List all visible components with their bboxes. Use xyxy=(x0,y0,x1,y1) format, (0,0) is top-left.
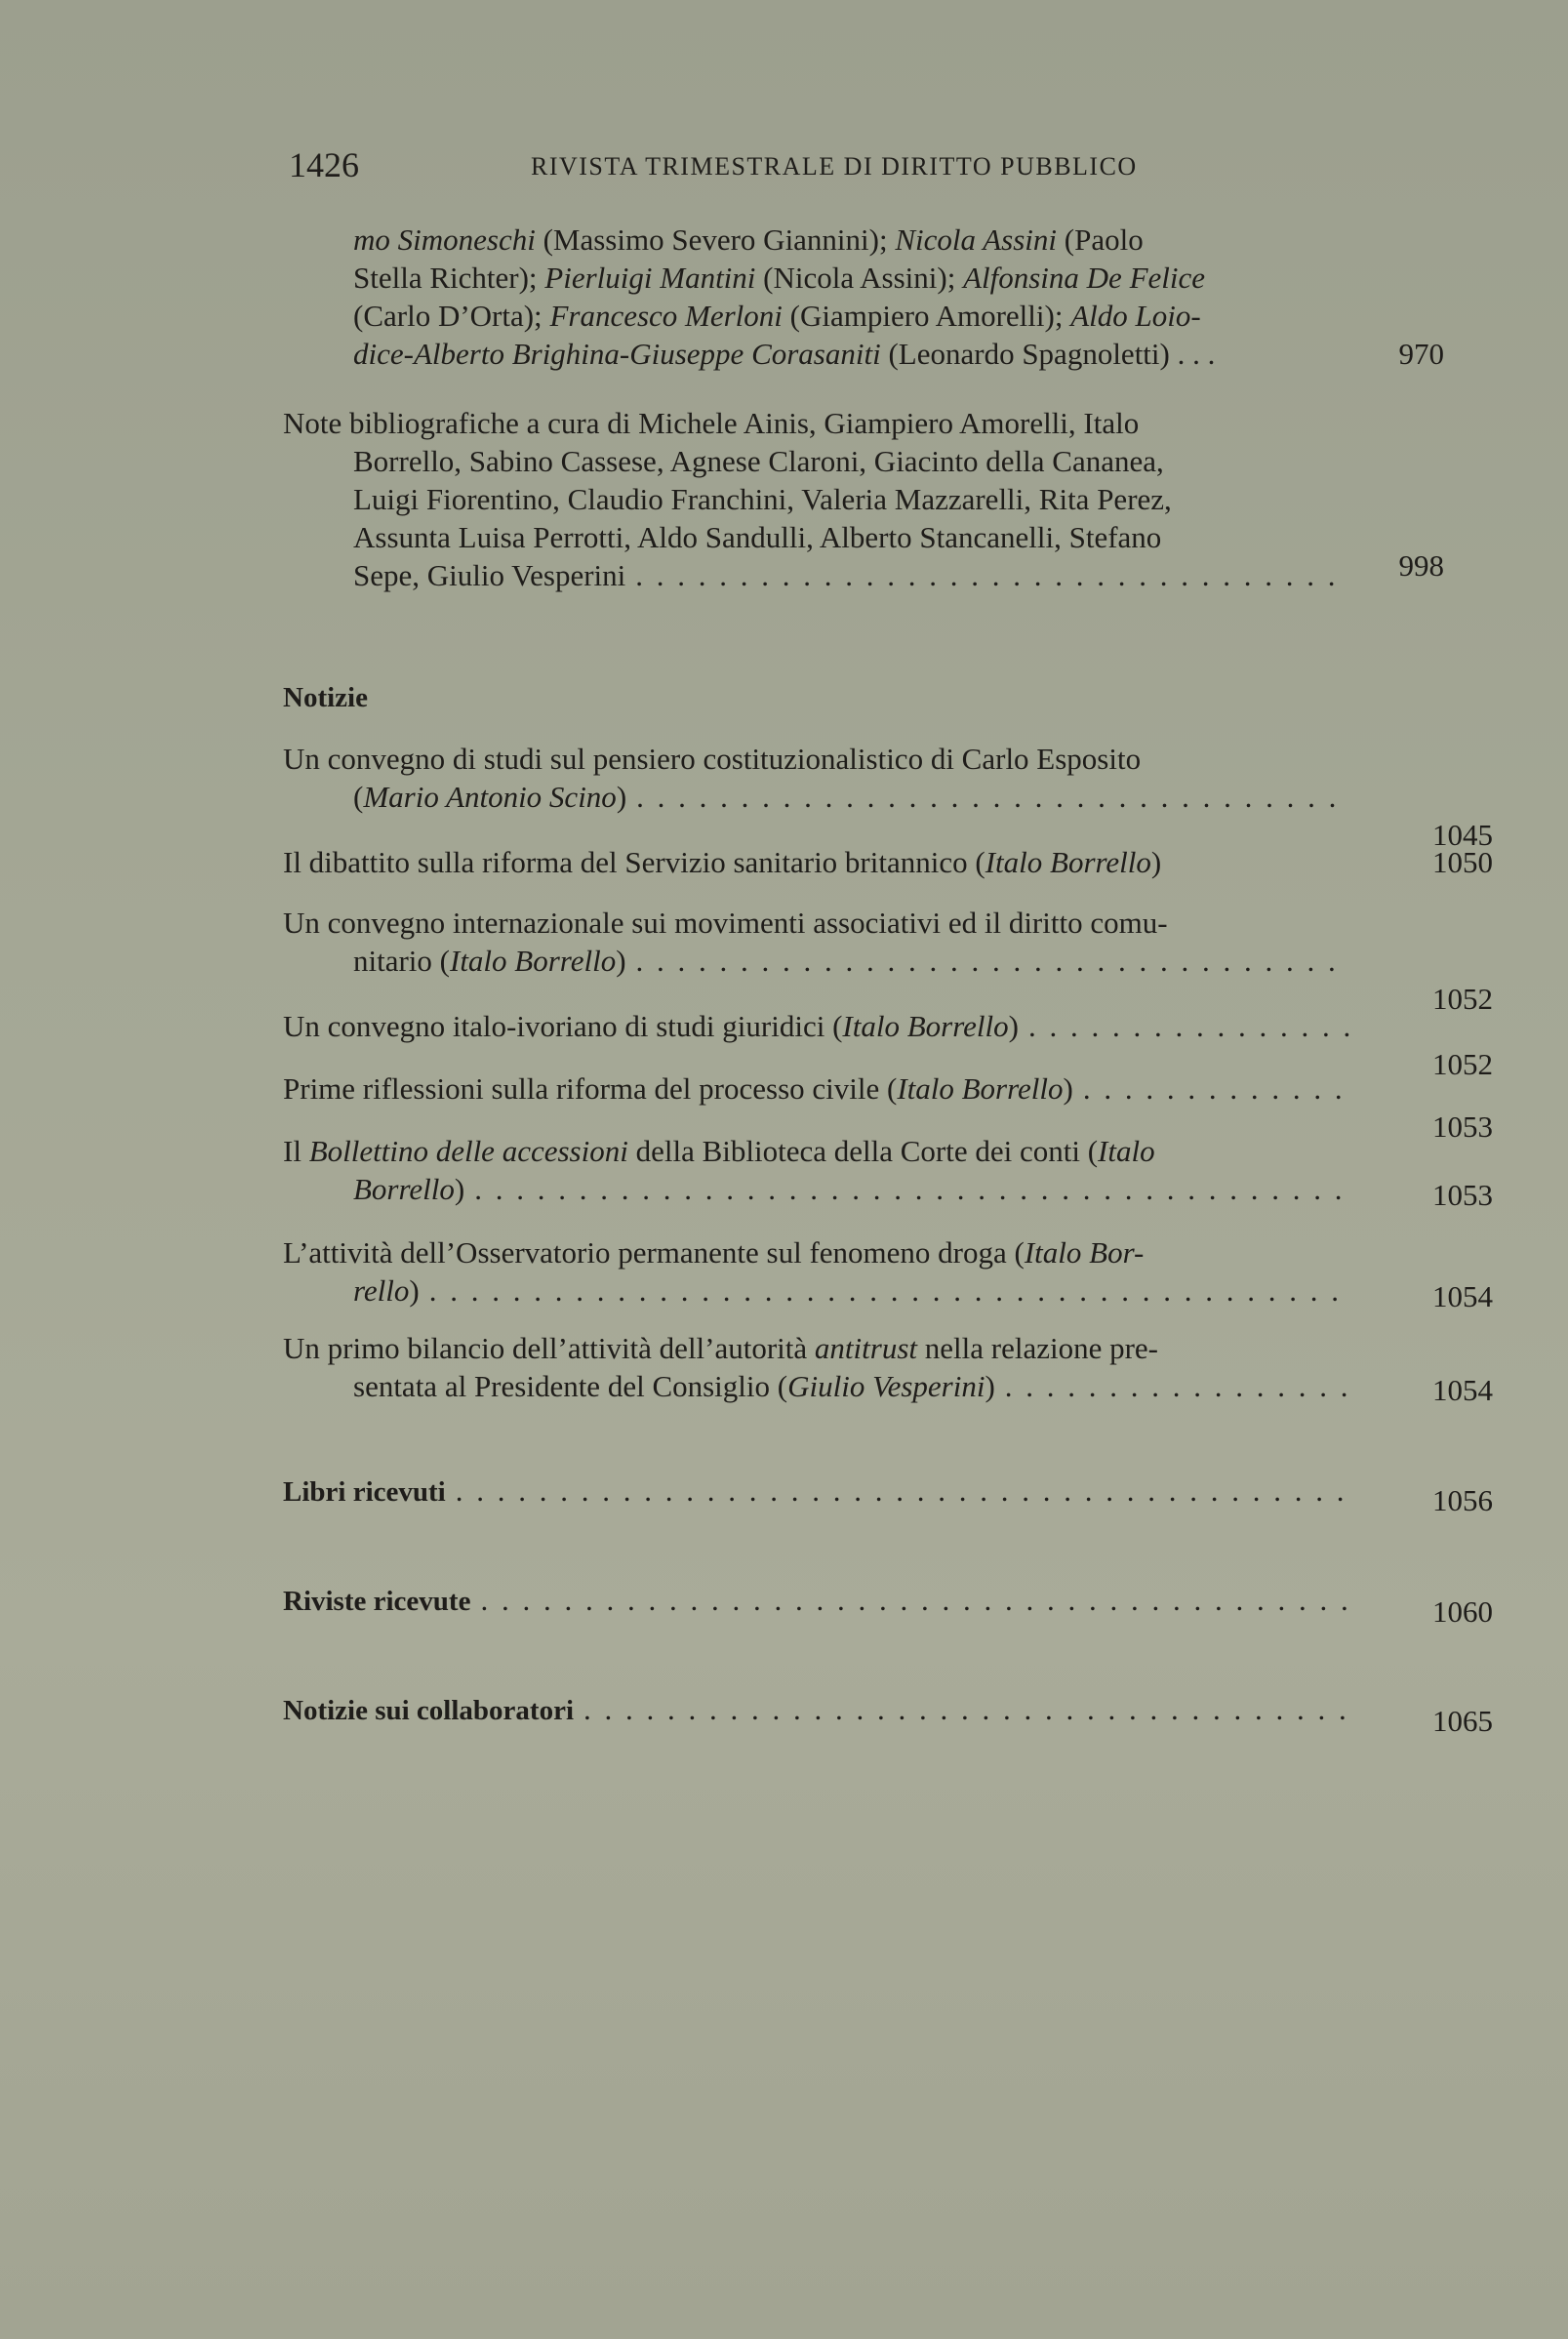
toc-text: Un primo bilancio dell’attività dell’autorità xyxy=(283,1331,815,1365)
toc-text: nella relazione pre- xyxy=(917,1331,1159,1365)
toc-text: ) xyxy=(1063,1071,1073,1106)
toc-line xyxy=(283,1367,1493,1407)
page-ref: 1045 xyxy=(1432,818,1493,852)
page-ref: 1065 xyxy=(1432,1704,1493,1738)
leader-dots xyxy=(636,778,1348,816)
toc-line xyxy=(283,259,1454,297)
notizie-entry xyxy=(283,1132,1493,1212)
reviewer: Stella Richter); xyxy=(353,261,545,295)
author-name: Francesco Merloni xyxy=(549,299,783,333)
author-name: Aldo Loio- xyxy=(1070,299,1201,333)
page-ref: 970 xyxy=(1398,337,1444,371)
page-ref: 1050 xyxy=(1432,845,1493,879)
author-name: Italo Borrello xyxy=(450,944,617,978)
toc-text: ) xyxy=(1150,845,1162,879)
author-name: Alfonsina De Felice xyxy=(963,261,1206,295)
author-name: Italo Borrello xyxy=(897,1071,1064,1106)
notizie-entry xyxy=(283,1069,1493,1144)
section-notizie-collaboratori xyxy=(283,1690,1493,1738)
toc-text: nitario ( xyxy=(353,944,450,978)
leader-dots xyxy=(1028,1007,1356,1045)
author-name: mo Simoneschi xyxy=(353,222,536,257)
author-name: Giulio Vesperini xyxy=(787,1369,985,1403)
page-ref: 1053 xyxy=(1432,1109,1493,1144)
author-name: Italo Bor- xyxy=(1024,1235,1145,1270)
toc-line xyxy=(283,1007,1493,1081)
toc-text: Prime riflessioni sulla riforma del processo civile ( xyxy=(283,1071,898,1106)
page-ref: 1056 xyxy=(1432,1483,1493,1517)
toc-text: ) xyxy=(454,1172,465,1206)
toc-line xyxy=(283,1170,1493,1212)
section-libri-ricevuti xyxy=(283,1472,1493,1517)
section-heading: Libri ricevuti xyxy=(283,1476,446,1508)
reviewer: (Nicola Assini); xyxy=(755,261,964,295)
toc-line xyxy=(283,1472,1493,1517)
toc-line: Un convegno internazionale sui movimenti associativi ed il diritto comu- xyxy=(283,906,1168,940)
leader-dots xyxy=(474,1170,1348,1208)
page-ref: 1054 xyxy=(1432,1279,1493,1313)
toc-line xyxy=(283,1069,1493,1144)
publication-title: Bollettino delle accessioni xyxy=(308,1134,628,1168)
leader-dots xyxy=(583,1690,1356,1728)
toc-text: della Biblioteca della Corte dei conti ( xyxy=(627,1134,1099,1168)
author-name: Pierluigi Mantini xyxy=(544,261,756,295)
page-ref: 1060 xyxy=(1432,1594,1493,1629)
toc-text: ) xyxy=(1008,1009,1019,1043)
toc-line xyxy=(283,1329,1454,1367)
toc-line xyxy=(283,778,1493,852)
reviewer: (Massimo Severo Giannini); xyxy=(535,222,896,257)
notizie-entry xyxy=(283,740,1493,852)
reviewer: (Giampiero Amorelli); xyxy=(782,299,1071,333)
toc-text: sentata al Presidente del Consiglio ( xyxy=(353,1369,788,1403)
toc-line xyxy=(283,942,1493,1016)
toc-line xyxy=(283,297,1454,335)
notizie-entry xyxy=(283,1233,1493,1313)
author-name: Nicola Assini xyxy=(895,222,1058,257)
toc-text: ) xyxy=(616,780,627,814)
toc-line xyxy=(283,1581,1493,1629)
toc-text: ) xyxy=(985,1369,995,1403)
toc-text: Il xyxy=(283,1134,309,1168)
toc-text: ) xyxy=(409,1273,420,1308)
author-name: Italo Borrello xyxy=(842,1009,1009,1043)
toc-line xyxy=(283,221,1454,259)
reviewer: (Leonardo Spagnoletti) . . . xyxy=(880,337,1216,371)
toc-text: ( xyxy=(353,780,364,814)
toc-line: Assunta Luisa Perrotti, Aldo Sandulli, Alberto Stancanelli, Stefano xyxy=(353,520,1162,554)
page-header xyxy=(289,144,1460,193)
page-ref: 1053 xyxy=(1432,1178,1493,1212)
toc-text: Sepe, Giulio Vesperini xyxy=(353,558,626,592)
leader-dots xyxy=(480,1581,1356,1619)
page-ref: 998 xyxy=(1398,548,1444,583)
leader-dots xyxy=(636,942,1348,980)
toc-line: Borrello, Sabino Cassese, Agnese Claroni, Giacinto della Cananea, xyxy=(353,444,1164,478)
notizie-section xyxy=(283,679,1454,717)
toc-text: Il dibattito sulla riforma del Servizio sanitario britannico ( xyxy=(283,845,985,879)
author-name: dice-Alberto Brighina-Giuseppe Corasaniti xyxy=(353,337,881,371)
author-name: Borrello xyxy=(353,1172,455,1206)
leader-dots xyxy=(635,556,1348,594)
toc-text: ) xyxy=(616,944,626,978)
author-name: Italo xyxy=(1098,1134,1155,1168)
section-heading: Notizie xyxy=(283,682,368,713)
toc-line xyxy=(283,843,1493,881)
section-heading: Notizie sui collaboratori xyxy=(283,1695,575,1726)
toc-line xyxy=(283,1271,1493,1313)
notizie-entry xyxy=(283,1007,1493,1081)
notizie-entry xyxy=(283,1329,1493,1407)
reviewer: (Carlo D’Orta); xyxy=(353,299,550,333)
toc-line xyxy=(283,1233,1454,1271)
page-ref: 1052 xyxy=(1432,1047,1493,1081)
note-bibliografiche-entry xyxy=(283,404,1454,594)
leader-dots xyxy=(429,1271,1348,1310)
toc-text: L’attività dell’Osservatorio permanente sul fenomeno droga ( xyxy=(283,1235,1025,1270)
section-heading: Riviste ricevute xyxy=(283,1586,471,1617)
page-ref: 1052 xyxy=(1432,982,1493,1016)
toc-line xyxy=(283,335,1454,373)
reviewer: (Paolo xyxy=(1057,222,1144,257)
italic-term: antitrust xyxy=(814,1331,918,1365)
toc-line xyxy=(283,548,1454,594)
journal-title: RIVISTA TRIMESTRALE DI DIRITTO PUBBLICO xyxy=(531,152,1138,181)
page-number: 1426 xyxy=(289,145,359,184)
leader-dots xyxy=(1005,1367,1348,1405)
author-name: Mario Antonio Scino xyxy=(363,780,617,814)
leader-dots xyxy=(1083,1069,1356,1108)
toc-line xyxy=(283,1690,1493,1738)
toc-line: Note bibliografiche a cura di Michele Ainis, Giampiero Amorelli, Italo xyxy=(283,406,1140,440)
author-name: rello xyxy=(353,1273,410,1308)
notizie-entry xyxy=(283,843,1493,881)
recensioni-continuation xyxy=(283,221,1454,373)
section-riviste-ricevute xyxy=(283,1581,1493,1629)
notizie-entry xyxy=(283,904,1493,1016)
author-name: Italo Borrello xyxy=(985,845,1151,879)
leader-dots xyxy=(456,1472,1356,1510)
page-ref: 1054 xyxy=(1432,1373,1493,1407)
toc-line: Un convegno di studi sul pensiero costituzionalistico di Carlo Esposito xyxy=(283,742,1142,776)
toc-text: Un convegno italo-ivoriano di studi giuridici ( xyxy=(283,1009,843,1043)
toc-line: Luigi Fiorentino, Claudio Franchini, Valeria Mazzarelli, Rita Perez, xyxy=(353,482,1172,516)
toc-line xyxy=(283,1132,1454,1170)
